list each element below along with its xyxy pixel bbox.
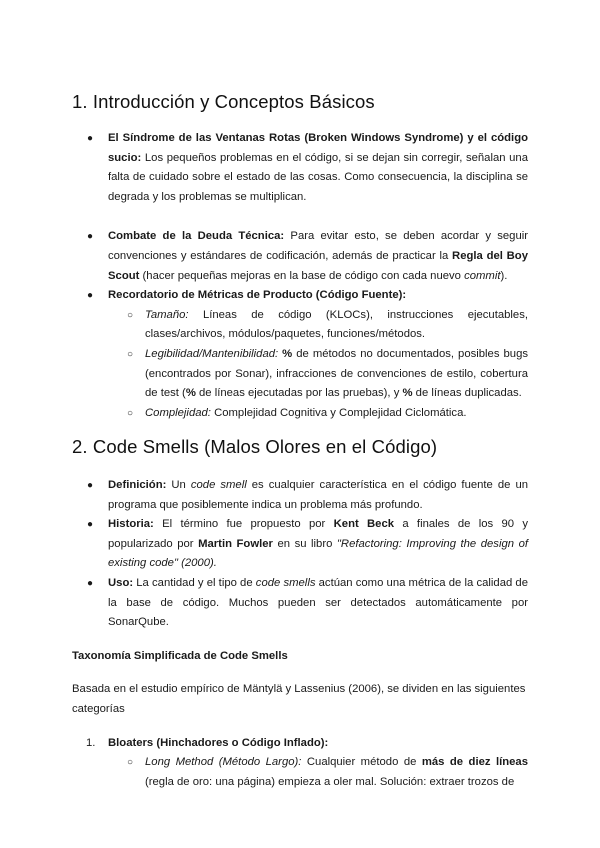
list-item [72,129,528,207]
maintainability-term: Legibilidad/Mantenibilidad: [145,347,279,360]
size-term: Tamaño: [145,308,189,321]
list-item [72,574,528,633]
definition-text: Un [166,479,191,491]
sub-bullet-marker: ○ [127,348,134,360]
sub-bullet-marker: ○ [127,757,134,769]
tech-debt-text-3: ). [500,269,508,282]
sub-list-item [72,404,528,424]
list-item [72,227,528,286]
broken-windows-text: Los pequeños problemas en el código, si se dejan sin corregir, señalan una falta de cuidado sobre el estado de las cosas. Como consecuencia, la disciplina se degrada y los problemas se multiplican. [108,151,528,203]
definition-term: Definición: [108,479,167,491]
bullet-marker: ● [87,133,94,144]
usage-term: Uso: [108,576,134,589]
sub-bullet-marker: ○ [127,407,134,419]
commit-term: commit [464,269,501,282]
boy-scout-rule: Regla del Boy Scout [108,249,528,282]
complexity-term: Complejidad: [145,406,211,419]
list-item [72,515,528,574]
history-text: El término fue propuesto por [153,518,334,531]
numbered-item [72,734,528,754]
history-text-3: en su libro [272,537,337,550]
tech-debt-text: Para evitar esto, se deben acordar y seguir convenciones y estándares de codificación, además de practicar la [108,230,528,262]
sub-list-item [72,345,528,404]
percent-sign: % [185,387,196,400]
book-title: "Refactoring: Improving the design of existing code" (2000). [108,537,528,570]
kent-beck: Kent Beck [333,518,395,531]
section-1-list [72,129,528,423]
size-text: Líneas de código (KLOCs), instrucciones ejecutables, clases/archivos, módulos/paquetes, funciones/métodos. [145,308,528,341]
sub-list-item [72,306,528,345]
tech-debt-text-2: (hacer pequeñas mejoras en la base de código con cada nuevo [139,269,465,282]
bullet-marker: ● [87,480,94,491]
long-method-term: Long Method (Método Largo): [145,756,302,769]
history-text-2: a finales de los 90 y popularizado por [108,518,529,550]
percent-sign: % [402,387,413,400]
definition-text-2: es cualquier característica en el código fuente de un programa que posiblemente indica un problema más profundo. [108,479,529,511]
taxonomy-intro: Basada en el estudio empírico de Mäntylä y Lassenius (2006), se dividen en las siguientes categorías [72,683,526,715]
sub-bullet-marker: ○ [127,309,134,321]
complexity-text: Complejidad Cognitiva y Complejidad Ciclomática. [210,406,467,419]
number-marker: 1. [86,736,96,749]
maintainability-text: de métodos no documentados, posibles bugs (encontrados por Sonar), infracciones de convenciones de estilo, cobertura de test ( [145,347,529,400]
taxonomy-heading: Taxonomía Simplificada de Code Smells [72,649,288,662]
section-2-list [72,476,528,792]
bloaters-term: Bloaters (Hinchadores o Código Inflado): [108,736,329,749]
bullet-marker: ● [87,577,94,589]
sub-list-item [72,753,528,792]
more-than-ten-lines: más de diez líneas [421,756,528,769]
bullet-marker: ● [87,231,94,243]
bullet-marker: ● [87,290,94,302]
maintainability-text-3: de líneas duplicadas. [412,387,522,400]
tech-debt-term: Combate de la Deuda Técnica: [108,230,285,243]
history-term: Historia: [108,518,154,531]
maintainability-text-2: de líneas ejecutadas por las pruebas), y [195,387,403,400]
metrics-term: Recordatorio de Métricas de Producto (Código Fuente): [108,289,407,302]
percent-sign: % [278,347,293,360]
long-method-text: Cualquier método de [301,756,422,769]
code-smell-term: code smell [190,479,247,491]
bullet-marker: ● [87,519,94,531]
list-item [72,286,528,306]
usage-text: La cantidad y el tipo de [133,576,256,589]
broken-windows-term: El Síndrome de las Ventanas Rotas (Broken Windows Syndrome) y el código sucio: [108,132,528,164]
list-item [72,476,528,515]
section-1-title: 1. Introducción y Conceptos Básicos [72,91,375,112]
usage-text-2: actúan como una métrica de la calidad de la base de código. Muchos pueden ser detectados automáticamente por SonarQube. [108,576,528,629]
code-smells-term: code smells [255,576,316,589]
section-2-title: 2. Code Smells (Malos Olores en el Código) [72,436,438,457]
martin-fowler: Martin Fowler [198,537,273,550]
long-method-text-2: (regla de oro: una página) empieza a oler mal. Solución: extraer trozos de [145,775,515,788]
